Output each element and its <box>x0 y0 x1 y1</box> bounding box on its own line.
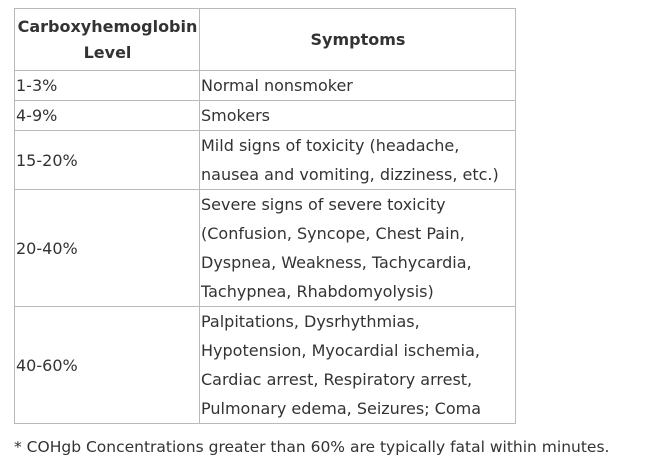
symptoms-cell: Mild signs of toxicity (headache, nausea and vomiting, dizziness, etc.) <box>200 131 516 190</box>
level-cell: 40-60% <box>15 307 200 424</box>
header-carboxyhemoglobin-level: Carboxyhemoglobin Level <box>15 9 200 71</box>
cohb-symptoms-table <box>14 8 516 424</box>
table-row <box>15 190 516 307</box>
table-row <box>15 71 516 101</box>
header-symptoms: Symptoms <box>200 9 516 71</box>
table-header-row <box>15 9 516 71</box>
level-cell: 1-3% <box>15 71 200 101</box>
table-row <box>15 101 516 131</box>
table-row <box>15 307 516 424</box>
table-row <box>15 131 516 190</box>
symptoms-cell: Smokers <box>200 101 516 131</box>
symptoms-cell: Palpitations, Dysrhythmias, Hypotension, Myocardial ischemia, Cardiac arrest, Respiratory arrest, Pulmonary edema, Seizures; Coma <box>200 307 516 424</box>
level-cell: 15-20% <box>15 131 200 190</box>
level-cell: 4-9% <box>15 101 200 131</box>
level-cell: 20-40% <box>15 190 200 307</box>
symptoms-cell: Severe signs of severe toxicity (Confusion, Syncope, Chest Pain, Dyspnea, Weakness, Tachycardia, Tachypnea, Rhabdomyolysis) <box>200 190 516 307</box>
symptoms-cell: Normal nonsmoker <box>200 71 516 101</box>
footnote: * COHgb Concentrations greater than 60% are typically fatal within minutes. <box>14 438 610 456</box>
